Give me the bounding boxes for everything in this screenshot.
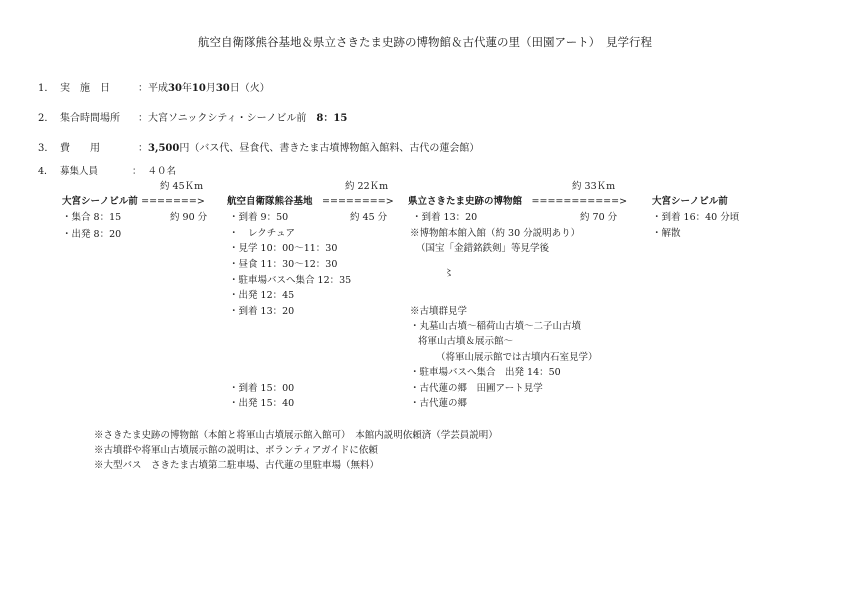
footnote: ※さきたま史跡の博物館（本館と将軍山古墳展示館入館可） 本館内説明依頼済（学芸員説明）	[94, 430, 498, 441]
list-item: ・駐車場バスへ集合 出発 14：50	[410, 367, 561, 378]
list-item: ・解散	[652, 228, 681, 239]
info-value: 平成30年10月30日（火）	[148, 83, 270, 94]
list-item: ※博物館本館入館（約 30 分説明あり）	[410, 228, 581, 239]
list-item: ・駐車場バスへ集合 12：35	[229, 275, 352, 286]
page-title: 航空自衛隊熊谷基地＆県立さきたま史跡の博物館＆古代蓮の里（田園アート） 見学行程	[198, 35, 652, 49]
info-colon: ：	[138, 113, 148, 124]
info-colon: ：	[132, 166, 142, 177]
list-item: ・出発 15：40	[229, 398, 295, 409]
list-item: ※古墳群見学	[410, 306, 468, 317]
info-date	[38, 84, 270, 94]
info-value: 3,500円（バス代、昼食代、書きたま古墳博物館入館料、古代の蓮会館）	[148, 143, 480, 154]
stop-header: 大宮シーノビル前 =======>	[62, 196, 205, 207]
stop-header: 航空自衛隊熊谷基地 ========>	[227, 196, 394, 207]
distance-label: 約 33Ｋm	[572, 181, 616, 192]
stop-header: 県立さきたま史跡の博物館 ===========>	[408, 196, 628, 207]
duration-label: 約 45 分	[350, 212, 388, 223]
info-label: 集合時間場所	[60, 113, 120, 124]
footnote: ※大型バス さきたま古墳第二駐車場、古代蓮の里駐車場（無料）	[94, 460, 380, 471]
list-item: ・到着 15：00	[229, 383, 295, 394]
list-item: ・到着 13：20	[229, 306, 295, 317]
list-item: ・到着 16：40 分頃	[652, 212, 740, 223]
list-item: （将軍山展示館では古墳内石室見学）	[436, 352, 598, 363]
list-item: ・集合 8：15	[62, 212, 122, 223]
info-value: 大宮ソニックシティ・シーノビル前 8：15	[148, 113, 348, 124]
list-item: ・到着 13：20	[412, 212, 478, 223]
info-cost	[38, 144, 479, 154]
info-num: 2．	[38, 113, 55, 124]
duration-label: 約 70 分	[580, 212, 618, 223]
list-item: ・出発 8：20	[62, 229, 122, 240]
list-item: ・昼食 11：30〜12：30	[229, 259, 338, 270]
info-capacity	[38, 167, 176, 177]
list-item: ・古代蓮の郷	[410, 398, 468, 409]
list-item: ・古代蓮の郷 田圃アート見学	[410, 383, 543, 394]
info-colon: ：	[138, 143, 148, 154]
footnote: ※古墳群や将軍山古墳展示館の説明は、ボランティアガイドに依頼	[94, 445, 378, 456]
list-item: ・出発 12：45	[229, 290, 295, 301]
info-num: 1．	[38, 83, 55, 94]
info-value: ４０名	[147, 166, 177, 177]
list-item: ・見学 10：00〜11：30	[229, 243, 338, 254]
list-item: ・ レクチュア	[229, 228, 296, 239]
list-item: （国宝「金錯銘鉄剣」等見学後	[416, 243, 550, 254]
list-item: ・丸墓山古墳〜稲荷山古墳〜二子山古墳	[410, 321, 582, 332]
info-colon: ：	[138, 83, 148, 94]
distance-label: 約 22Ｋm	[345, 181, 389, 192]
info-label: 実 施 日	[60, 83, 110, 94]
distance-label: 約 45Ｋm	[160, 181, 204, 192]
list-item: 〻	[444, 268, 454, 279]
info-meeting	[38, 114, 347, 124]
info-label: 募集人員	[60, 166, 99, 177]
info-num: 4．	[38, 166, 54, 177]
list-item: ・到着 9：50	[229, 212, 289, 223]
stop-header: 大宮シーノビル前	[652, 196, 728, 207]
info-label: 費 用	[60, 143, 100, 154]
list-item: 将軍山古墳＆展示館〜	[418, 336, 514, 347]
info-num: 3．	[38, 143, 55, 154]
duration-label: 約 90 分	[170, 212, 208, 223]
